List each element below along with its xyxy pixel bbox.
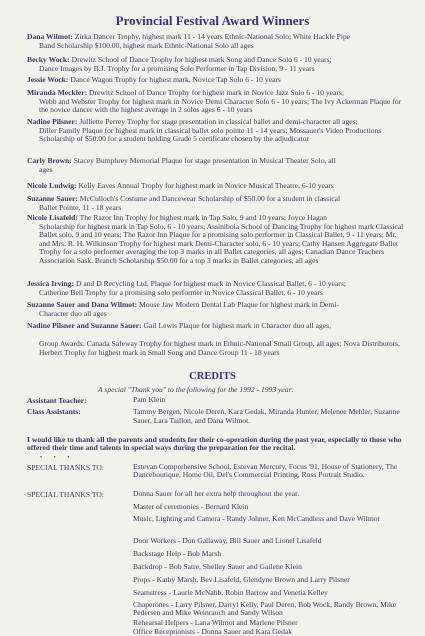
- special-thanks-item: Backstage Help - Bob Marsh: [133, 549, 222, 558]
- award-text: Zirka Dancer Trophy, highest mark 11 - 14 years Ethnic-National Solo; White Hackle Pipe: [74, 32, 351, 41]
- group-awards: [27, 340, 407, 357]
- award-entry: [27, 301, 407, 318]
- class-assistants: Tammy Bergen, Nicole Deren, Kara Gedak, Miranda Hunter, Melenee Mehler, Suzanne Sauer, Lara Taillon, and Dana Wilmot.: [133, 407, 400, 425]
- winner-name: Nicole Lisafeld:: [27, 213, 78, 222]
- special-thanks-item: Backdrop - Bob Satre, Shelley Sauer and Gailene Klein: [133, 562, 302, 571]
- special-thanks-sponsors: Estevan Comprehensive School, Estevan Mercury, Focus '91, House of Stationery, The Danceboutique, Home Oil, Del's Commercial Printing, Ross Portrait Studio.: [133, 462, 398, 480]
- award-text-cont: Scholarship for highest mark in Tap Solo, 6 - 10 years; Assiniboia School of Dancing Trophy for highest mark Classical Ballet solo, 9 and 10 years; The Razor Inn Plaque for a promising solo performer in Classical Ballet, 9 - 11 years; Mr. and Mrs. R. H. Wilkinson Trophy for highest mark Demi-Character solo, 6 - 10 years; Cathy Hansen Aggregate Ballet Trophy for a solo performer averaging the top 3 marks in all Ballet categories, all ages; Canadian Dance Teachers Association Sask. Branch Scholarship $50.00 for a top 3 marks in Ballet categories, all ages: [39, 221, 404, 265]
- award-entry: [27, 76, 407, 85]
- award-text: Gail Lewis Plaque for highest mark in Character duo all ages,: [143, 321, 332, 330]
- special-thanks-item: Master of ceremonies - Bernard Klein: [133, 502, 249, 511]
- award-entry: [27, 56, 407, 73]
- winner-name: Nadine Pilsner and Suzanne Sauer:: [27, 321, 142, 330]
- award-text-cont: Ballet Pointe, 11 - 18 years: [39, 202, 122, 212]
- special-thanks-item: Office Receptionists - Donna Sauer and Kara Gedak: [133, 627, 293, 636]
- special-thanks-item: Seamstress - Laurie McNabb, Robin Barrow and Venetia Kelley: [133, 588, 328, 597]
- award-text-cont: Webb and Webster Trophy for highest mark in Novice Demi Character Solo 6 - 10 years; The Ivy Ackerman Plaque for the novice dancer with the highest average in 2 solos ages 6 - 10 years: [39, 96, 402, 115]
- credits-intro: A special "Thank you" to the following for the 1992 - 1993 year:: [98, 385, 295, 394]
- award-text: Drewitz School of Dance Trophy for highest mark Song and Dance Solo 6 - 10 years;: [71, 55, 332, 64]
- award-text: Stacey Bumphrey Memorial Plaque for stage presentation in Musical Theater Solo, all: [73, 156, 336, 165]
- award-entry: [27, 157, 407, 174]
- award-text-cont: ages: [39, 164, 53, 174]
- special-thanks-label: SPECIAL THANKS TO:: [27, 490, 104, 499]
- special-thanks-item: Chaperones - Larry Pilsner, Darryl Kelly, Paul Deren, Bob Wock, Randy Brown, Mike Pedersen and Mike Weinrauch and Sandy Wilson: [133, 600, 397, 618]
- award-entry: [27, 195, 407, 212]
- award-entry: [27, 280, 407, 297]
- winner-name: Jessica Irving:: [27, 279, 75, 288]
- award-entry: [27, 322, 407, 331]
- special-thanks-item: Props - Kathy Marsh, Bev Lisafeld, Glendyne Brown and Larry Pilsner: [133, 575, 350, 584]
- award-text: Kelly Eaves Annual Trophy for highest mark in Novice Musical Theatre, 6-10 years: [78, 181, 334, 190]
- award-entry: [27, 214, 407, 266]
- award-text: Moose Jaw Modern Dental Lab Plaque for highest mark in Demi-: [139, 300, 339, 309]
- winner-name: Suzanne Sauer:: [27, 194, 78, 203]
- assistant-teacher: Pam Klein: [133, 395, 166, 404]
- award-text: The Razor Inn Trophy for highest mark in Tap Solo, 9 and 10 years; Joyce Hagan: [79, 213, 327, 222]
- winner-name: Nadine Pilsner:: [27, 117, 78, 126]
- award-text-cont: Diller Family Plaque for highest mark in classical ballet solo pointe 11 - 14 years; Mossauer's Video Productions Scholarship of $50.00 for a student holding Grade 5 certificate chosen by the adjudicator: [39, 125, 382, 144]
- winner-name: Jessie Wock:: [27, 75, 69, 84]
- award-text: Drewitz School of Dance Trophy for highest mark in Novice Jazz Solo 6 - 10 years;: [89, 88, 344, 97]
- award-entry: [27, 33, 407, 50]
- winner-name: Becky Wock:: [27, 55, 70, 64]
- thanks-note: I would like to thank all the parents and students for their co-operation during the past year, especially to those who offered their time and talents in special ways during the preparation for the recital.: [27, 435, 402, 453]
- award-text-cont: Band Scholarship $100.00, highest mark Ethnic-National Solo all ages: [39, 40, 254, 50]
- assistant-teacher-label: Assistant Teacher:: [27, 396, 87, 405]
- award-text-cont: Group Awards: Canada Safeway Trophy for highest mark in Ethnic-National Small Group, all ages; Nova Distributors, Herbert Trophy for highest mark in Small Song and Dance Group 11 - 18 years: [39, 339, 400, 357]
- award-text: McCulloch's Costume and Dancewear Scholarship of $50.00 for a student in classical: [79, 194, 341, 203]
- award-text-cont: Character duo all ages: [39, 308, 107, 318]
- award-entry: [27, 89, 407, 115]
- divider-dots: • • •: [40, 455, 75, 461]
- award-text: Julliette Perrey Trophy for stage presentation in classical ballet and demi-character all ages;: [79, 117, 358, 126]
- award-text: Dance Wagon Trophy for highest mark, Novice Tap Solo 6 - 10 years: [70, 75, 281, 84]
- winner-name: Dana Wilmot:: [27, 32, 73, 41]
- winner-name: Miranda Meckler:: [27, 88, 88, 97]
- winner-name: Carly Brown:: [27, 156, 72, 165]
- credits-heading: CREDITS: [189, 371, 236, 382]
- award-text-cont: Catherine Bell Trophy for a promising solo performer in Novice Classical Ballet, 6 - 10 years: [39, 287, 323, 297]
- special-thanks-label: SPECIAL THANKS TO:: [27, 463, 104, 472]
- winner-name: Suzanne Sauer and Dana Wilmot:: [27, 300, 138, 309]
- special-thanks-item: Music, Lighting and Camera - Randy Johner, Ken McCandless and Dave Wilmot: [133, 514, 380, 523]
- award-text: D and D Recycling Ltd. Plaque for highest mark in Novice Classical Ballet, 6 - 10 years;: [75, 279, 346, 288]
- award-entry: [27, 182, 407, 191]
- special-thanks-item: Donna Sauer for all her extra help throughout the year.: [133, 489, 300, 498]
- class-assistants-label: Class Assistants:: [27, 407, 81, 416]
- winner-name: Nicole Ludwig:: [27, 181, 77, 190]
- award-text-cont: Dance Images by B.J. Trophy for a promising Solo Performer in Tap Division, 9 - 11 years: [39, 63, 315, 73]
- page-title: Provincial Festival Award Winners: [115, 13, 310, 28]
- award-entry: [27, 118, 407, 144]
- special-thanks-item: Door Workers - Don Gallaway, Bill Sauer and Lionel Lisafeld: [133, 536, 322, 545]
- special-thanks-item: Rehearsal Helpers - Lana Wilmot and Marlene Pilsner: [133, 618, 298, 627]
